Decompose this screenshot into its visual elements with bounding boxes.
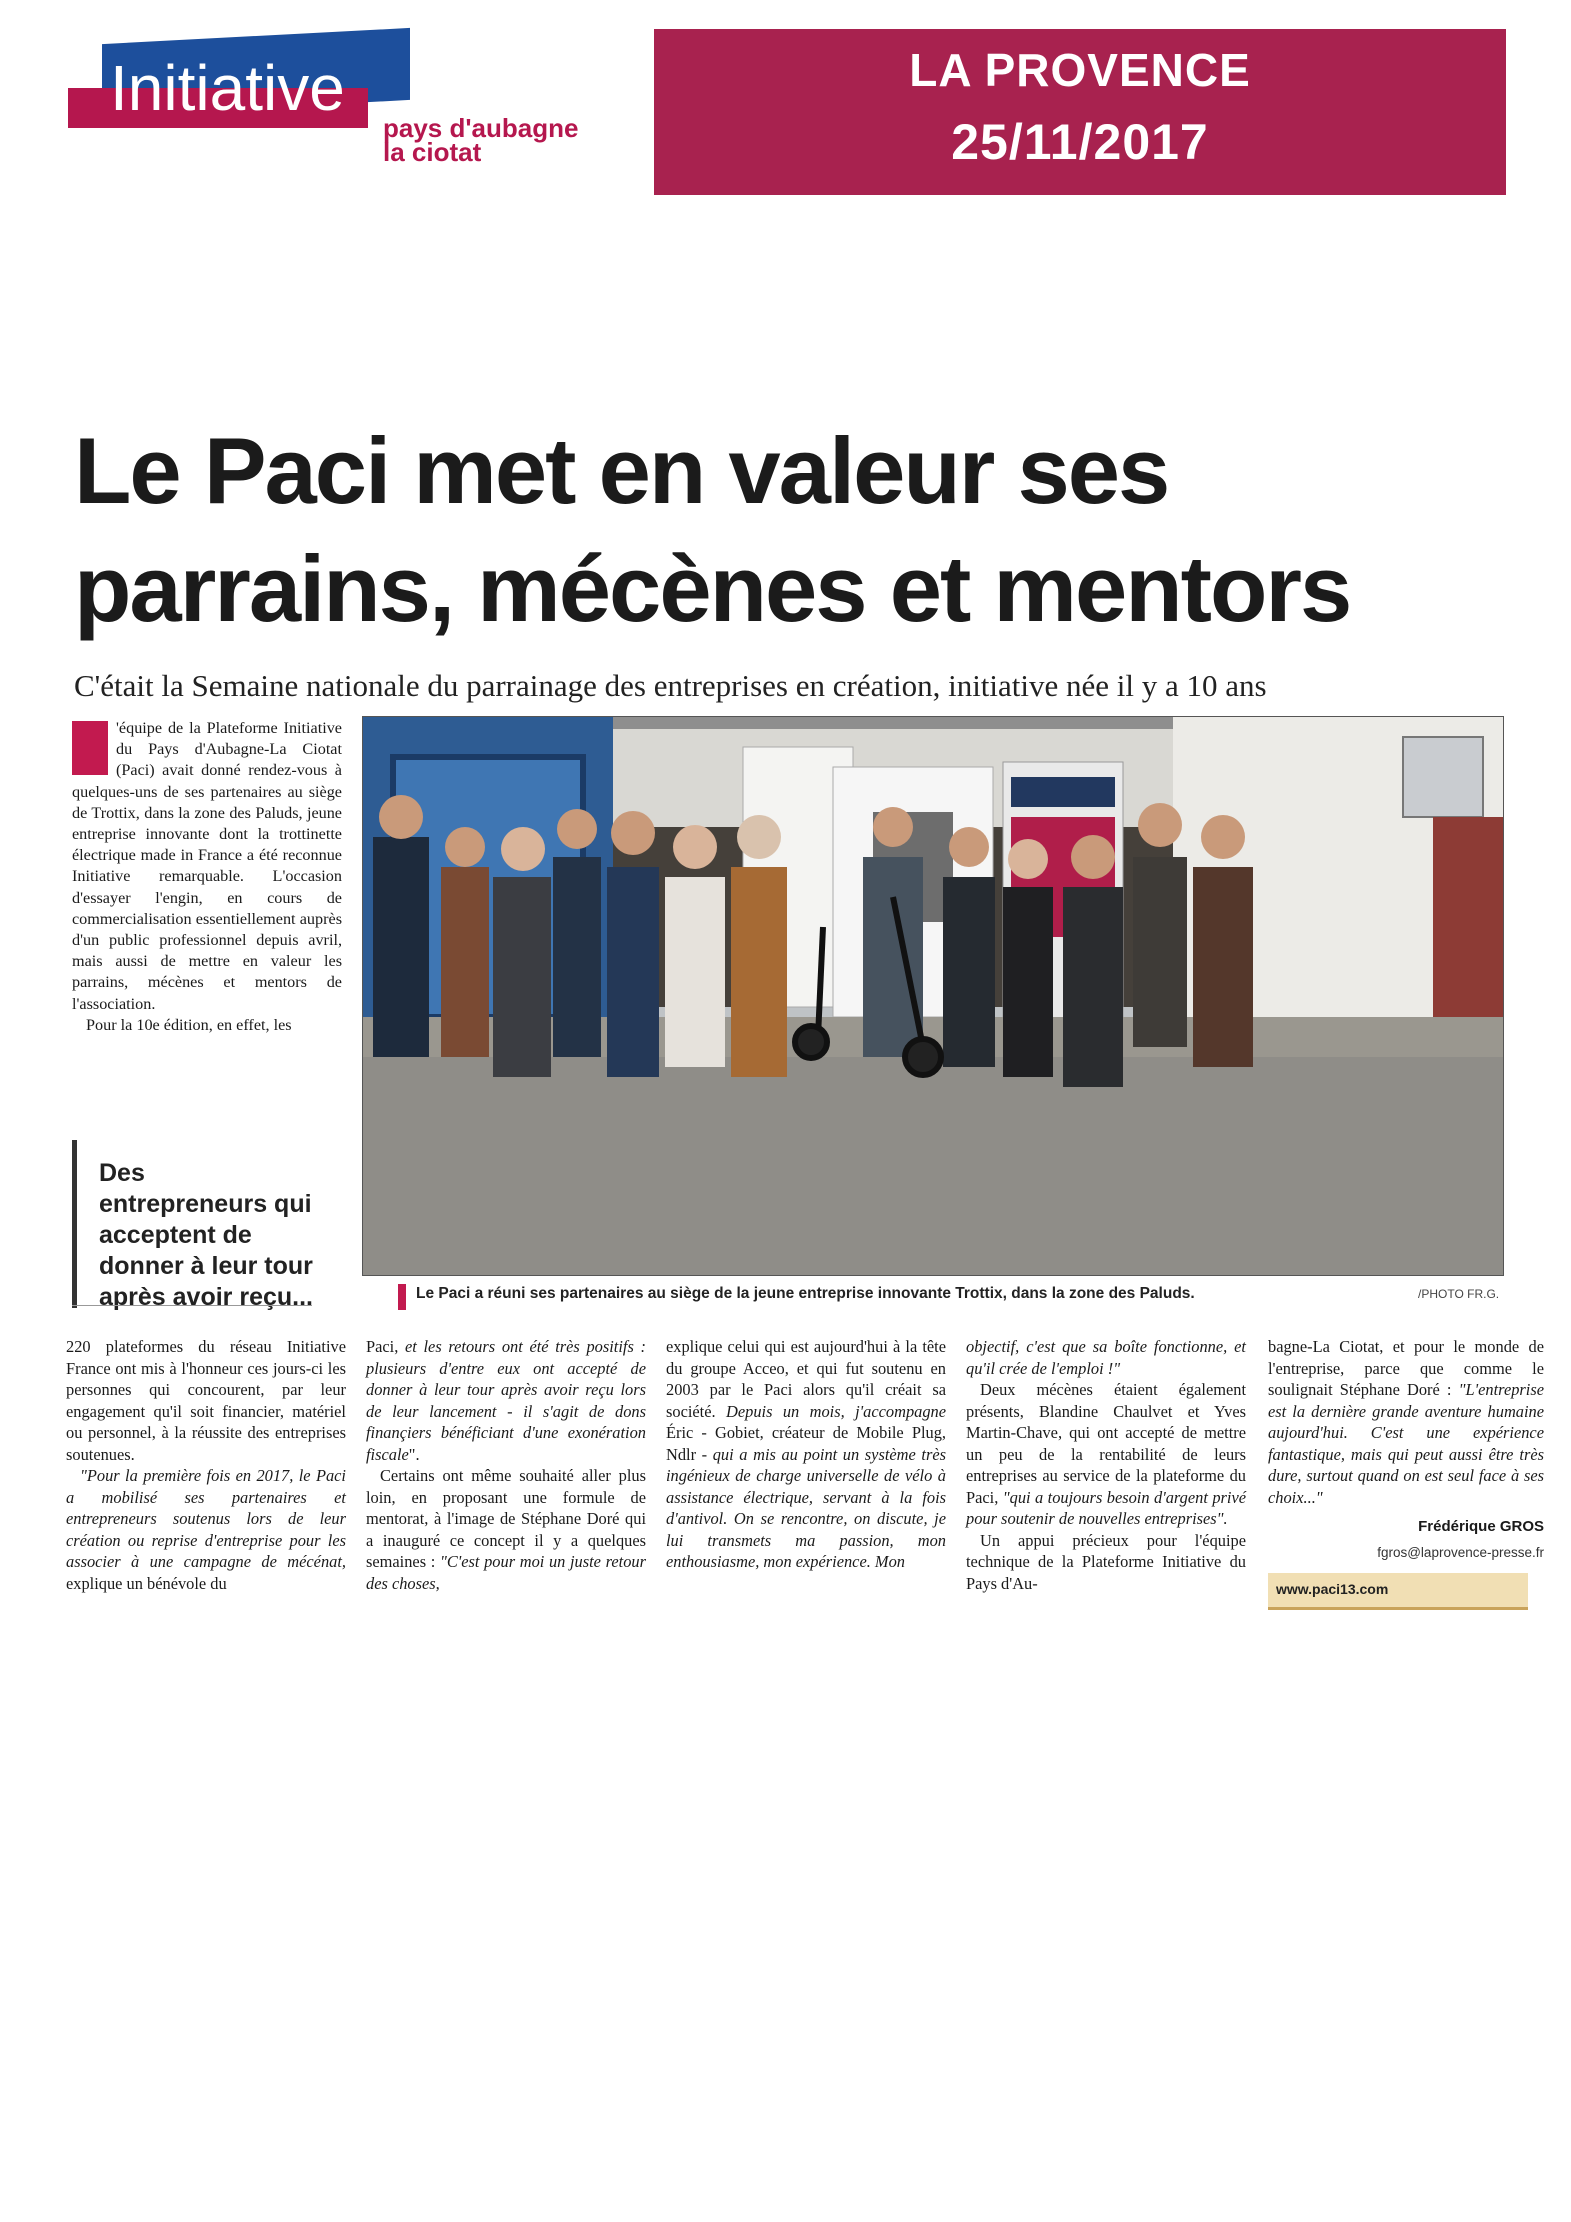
body-column-1 bbox=[66, 1336, 346, 1594]
col3-text-2: Éric - Gobiet, créateur de Mobile Plug, Ndlr - bbox=[666, 1423, 946, 1464]
col1-paragraph: 220 plateformes du réseau Initiative France ont mis à l'honneur ces jours-ci les personnes qui concourent, par leur engagement qu'il soit financier, matériel ou personnel, à la réussite des entreprises soutenues. bbox=[66, 1337, 346, 1464]
group-photo-illustration bbox=[363, 717, 1504, 1276]
col5-paragraph bbox=[1268, 1336, 1544, 1508]
newspaper-name: LA PROVENCE bbox=[909, 44, 1251, 96]
author-email[interactable]: fgros@laprovence-presse.fr bbox=[1377, 1544, 1544, 1560]
caption-marker bbox=[398, 1284, 406, 1310]
col2-head: Paci, bbox=[366, 1337, 405, 1356]
article-subhead: C'était la Semaine nationale du parrainage des entreprises en création, initiative née il y a 10 ans bbox=[74, 668, 1267, 703]
col1-paragraph-2 bbox=[66, 1465, 346, 1594]
col2-text: Certains ont même souhaité aller plus loin, en proposant une formule de mentorat, à l'image de Stéphane Doré qui a inauguré ce concept il y a quelques semaines : bbox=[366, 1466, 646, 1571]
col4-quote: objectif, c'est que sa boîte fonctionne, et qu'il crée de l'emploi !" bbox=[966, 1337, 1246, 1378]
col2-paragraph bbox=[366, 1336, 646, 1465]
logo-subtitle bbox=[383, 113, 579, 167]
col4-quote-2: "qui a toujours besoin d'argent privé pour soutenir de nouvelles entreprises". bbox=[966, 1487, 1246, 1528]
source-banner bbox=[654, 29, 1506, 195]
col1-quote: "Pour la première fois en 2017, le Paci a mobilisé ses partenaires et entrepreneurs soutenus lors de leur création ou reprise d'entreprise pour les associer à une campagne de mécénat, bbox=[66, 1466, 346, 1571]
col4-text: Deux mécènes étaient également présents, Blandine Chaulvet et Yves Martin-Chave, qui ont accepté de mettre un peu de la rentabilité de leurs entreprises au service de la plateforme du Paci, bbox=[966, 1380, 1246, 1507]
col1-tail: explique un bénévole du bbox=[66, 1573, 227, 1593]
col4-paragraph bbox=[966, 1336, 1246, 1379]
drop-cap bbox=[72, 721, 108, 775]
intro-paragraph-2: Pour la 10e édition, en effet, les bbox=[86, 1015, 292, 1034]
group-photo bbox=[362, 716, 1504, 1276]
publication-date: 25/11/2017 bbox=[951, 114, 1209, 170]
pull-quote-rule bbox=[72, 1305, 312, 1306]
col3-quote: Depuis un mois, j'accompagne bbox=[726, 1401, 947, 1421]
initiative-logo bbox=[68, 32, 628, 182]
col2-quote: et les retours ont été très positifs : plusieurs d'entre eux ont accepté de donner à leur tour après avoir reçu lors de leur lancement - il s'agit de dons finançiers bénéficiant d'une exonération fiscale bbox=[366, 1337, 646, 1464]
col5-quote: "L'entreprise est la dernière grande aventure humaine aujourd'hui. C'est une expérience fantastique, mais qui peut aussi être très dure, surtout quand on est seul face à ses choix..." bbox=[1268, 1380, 1544, 1507]
logo-subtitle-line-1: pays d'aubagne bbox=[383, 113, 579, 143]
col4-paragraph-3: Un appui précieux pour l'équipe technique de la Plateforme Initiative du Pays d'Au- bbox=[966, 1530, 1246, 1593]
article-headline bbox=[74, 412, 1514, 648]
body-column-5 bbox=[1268, 1336, 1544, 1610]
logo-word: Initiative bbox=[110, 52, 345, 124]
author-name: Frédérique GROS bbox=[1418, 1518, 1544, 1535]
photo-credit: /PHOTO FR.G. bbox=[1418, 1287, 1500, 1301]
col4-paragraph-2 bbox=[966, 1379, 1246, 1530]
col3-paragraph bbox=[666, 1336, 946, 1573]
body-column-3 bbox=[666, 1336, 946, 1573]
headline-line-2: parrains, mécènes et mentors bbox=[74, 536, 1351, 641]
headline-line-1: Le Paci met en valeur ses bbox=[74, 418, 1169, 523]
col2-paragraph-2 bbox=[366, 1465, 646, 1594]
logo-subtitle-line-2: la ciotat bbox=[383, 137, 482, 167]
pull-quote bbox=[72, 1140, 318, 1311]
body-column-4 bbox=[966, 1336, 1246, 1594]
col3-text: explique celui qui est aujourd'hui à la tête du groupe Acceo, et qui fut soutenu en 2003 par le Paci alors qu'il créait sa société. bbox=[666, 1337, 946, 1421]
col3-quote-2: qui a mis au point un système très ingénieux de charge universelle de vélo à assistance électrique, servant à la fois d'antivol. On se rencontre, on discute, je lui transmets ma passion, mon enthousiasme, mon expérience. Mon bbox=[666, 1444, 946, 1571]
col2-end: ". bbox=[408, 1444, 420, 1464]
pull-quote-text: Des entrepreneurs qui acceptent de donner à leur tour après avoir reçu... bbox=[99, 1159, 314, 1311]
col5-text: bagne-La Ciotat, et pour le monde de l'entreprise, parce que comme le soulignait Stéphane Doré : bbox=[1268, 1337, 1544, 1399]
website-link[interactable]: www.paci13.com bbox=[1268, 1573, 1528, 1610]
col2-quote-2: "C'est pour moi un juste retour des choses, bbox=[366, 1552, 646, 1593]
intro-paragraph: 'équipe de la Plateforme Initiative du Pays d'Aubagne-La Ciotat (Paci) avait donné rendez-vous à quelques-uns de ses partenaires au siège de Trottix, dans la zone des Paluds, jeune entreprise innovante dont la trottinette électrique made in France a été reconnue Initiative remarquable. L'occasion d'essayer l'engin, en cours de commercialisation essentiellement auprès d'un public professionnel depuis avril, mais aussi de mettre en valeur les parrains, mécènes et mentors de l'association. bbox=[72, 719, 342, 1013]
intro-column bbox=[72, 718, 342, 1036]
body-column-2 bbox=[366, 1336, 646, 1594]
photo-caption: Le Paci a réuni ses partenaires au siège de la jeune entreprise innovante Trottix, dans la zone des Paluds. bbox=[416, 1285, 1195, 1302]
